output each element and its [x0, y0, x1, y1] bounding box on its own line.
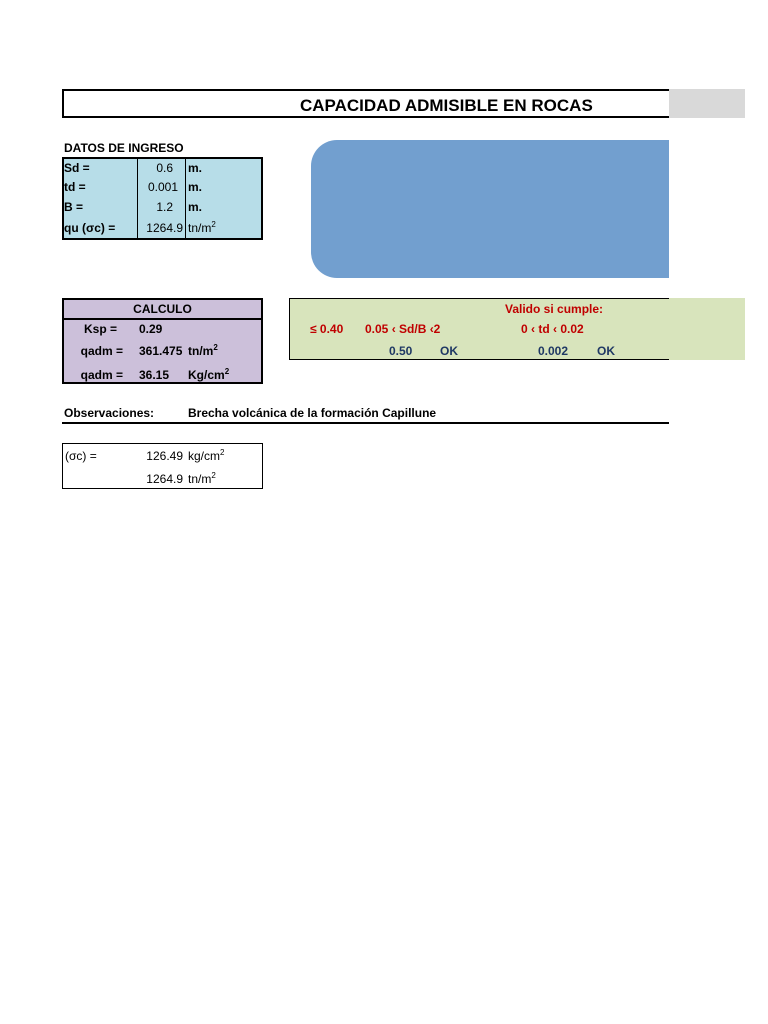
calc-label-qadm-tn: qadm =: [80, 344, 123, 358]
calc-unit-qadm-tn: $tn/m^2$: [188, 343, 218, 358]
calc-header-divider: [62, 318, 263, 320]
input-label-td: td =: [64, 180, 86, 194]
inputs-divider-1: [137, 157, 138, 240]
page-title: CAPACIDAD ADMISIBLE EN ROCAS: [300, 96, 593, 115]
td-status: OK: [597, 344, 615, 358]
input-label-sd: Sd =: [64, 161, 90, 175]
input-value-td[interactable]: 0.001: [147, 180, 178, 194]
conversion-unit-tn: $tn/m^2$: [188, 471, 216, 486]
sdb-status: OK: [440, 344, 458, 358]
input-unit-td: m.: [188, 180, 203, 194]
input-unit-sd: m.: [188, 161, 203, 175]
input-label-qu: qu (σc) =: [64, 221, 116, 235]
validity-heading: Valido si cumple:: [505, 302, 604, 316]
validity-box-extension: [669, 298, 745, 360]
inputs-heading: DATOS DE INGRESO: [64, 141, 184, 155]
title-band-extension: [669, 89, 745, 118]
calc-label-ksp: Ksp =: [83, 322, 117, 336]
calc-unit-qadm-kg: $Kg/cm^2$: [188, 367, 230, 382]
calc-value-ksp: 0.29: [139, 322, 163, 336]
conversion-value-kg: 126.49: [146, 449, 183, 463]
observations-underline: [62, 422, 669, 424]
title-bar: [62, 89, 669, 118]
inputs-divider-2: [185, 157, 186, 240]
calc-heading: CALCULO: [133, 302, 192, 316]
calc-value-qadm-kg: 36.15: [139, 368, 170, 382]
input-value-b[interactable]: 1.2: [156, 200, 173, 214]
conversion-label: (σc) =: [65, 449, 97, 463]
conversion-unit-kg: $kg/cm^2$: [188, 448, 225, 463]
calc-value-qadm-tn: 361.475: [139, 344, 183, 358]
sdb-value: 0.50: [389, 344, 413, 358]
input-label-b: B =: [64, 200, 84, 214]
sdb-condition: 0.05 ‹ Sd/B ‹2: [365, 322, 441, 336]
td-condition: 0 ‹ td ‹ 0.02: [521, 322, 584, 336]
input-unit-qu: $tn/m^2$: [188, 220, 216, 235]
observations-label: Observaciones:: [64, 406, 155, 420]
rounded-rectangle-shape[interactable]: [311, 140, 669, 278]
input-value-sd[interactable]: 0.6: [156, 161, 173, 175]
ksp-condition: ≤ 0.40: [310, 322, 344, 336]
observations-text: Brecha volcánica de la formación Capillune: [188, 406, 437, 420]
input-value-qu[interactable]: 1264.9: [146, 221, 183, 235]
td-value: 0.002: [538, 344, 569, 358]
input-unit-b: m.: [188, 200, 203, 214]
conversion-value-tn: 1264.9: [146, 472, 183, 486]
calc-label-qadm-kg: qadm =: [80, 368, 123, 382]
